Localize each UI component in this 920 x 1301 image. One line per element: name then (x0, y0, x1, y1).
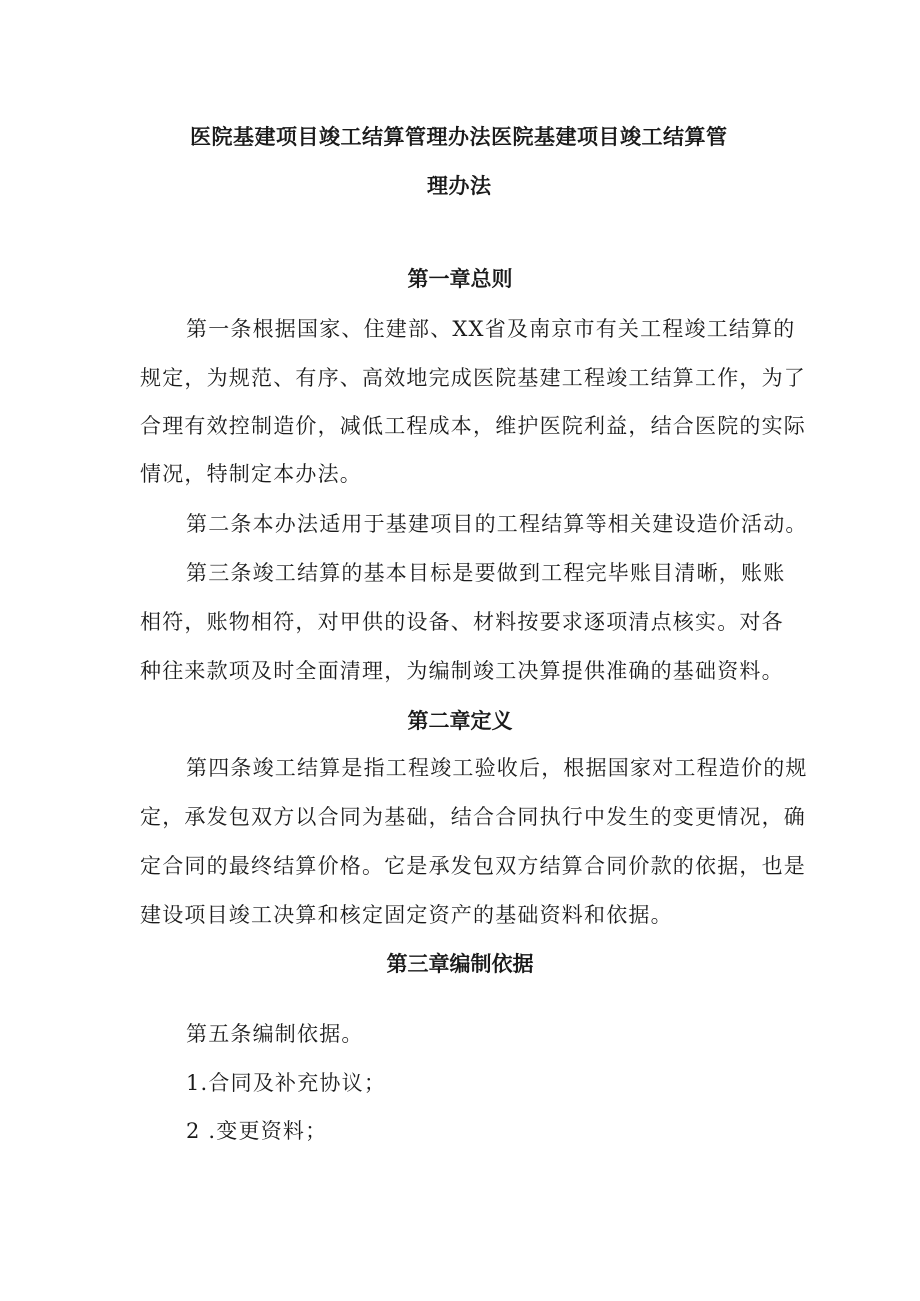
list-item: 2 .变更资料； (186, 1119, 328, 1143)
article-4-line-4: 建设项目竣工决算和核定固定资产的基础资料和依据。 (140, 903, 673, 927)
document-title-line-1: 医院基建项目竣工结算管理办法医院基建项目竣工结算管 (190, 125, 728, 149)
article-4-line-1: 第四条竣工结算是指工程竣工验收后，根据国家对工程造价的规 (186, 756, 808, 780)
article-1-line-4: 情况，特制定本办法。 (140, 462, 362, 486)
article-1-line-2: 规定，为规范、有序、高效地完成医院基建工程竣工结算工作，为了 (140, 366, 806, 390)
article-4-line-2: 定，承发包双方以合同为基础，结合合同执行中发生的变更情况，确 (140, 805, 806, 829)
article-3-line-1: 第三条竣工结算的基本目标是要做到工程完毕账目清晰，账账 (186, 561, 786, 585)
article-3-line-3: 种往来款项及时全面清理，为编制竣工决算提供准确的基础资料。 (140, 659, 784, 683)
article-1-line-1: 第一条根据国家、住建部、XX省及南京市有关工程竣工结算的 (186, 317, 796, 341)
article-5: 第五条编制依据。 (186, 1022, 364, 1046)
article-3-line-2: 相符，账物相符，对甲供的设备、材料按要求逐项清点核实。对各 (140, 610, 784, 634)
article-1-line-3: 合理有效控制造价，减低工程成本，维护医院利益，结合医院的实际 (140, 414, 806, 438)
list-item: 1.合同及补充协议； (186, 1071, 387, 1095)
chapter-2-heading: 第二章定义 (407, 709, 513, 733)
article-4-line-3: 定合同的最终结算价格。它是承发包双方结算合同价款的依据，也是 (140, 854, 806, 878)
chapter-3-heading: 第三章编制依据 (386, 952, 534, 976)
document-title-line-2: 理办法 (427, 174, 492, 198)
chapter-1-heading: 第一章总则 (407, 267, 513, 291)
article-2: 第二条本办法适用于基建项目的工程结算等相关建设造价活动。 (186, 512, 808, 536)
